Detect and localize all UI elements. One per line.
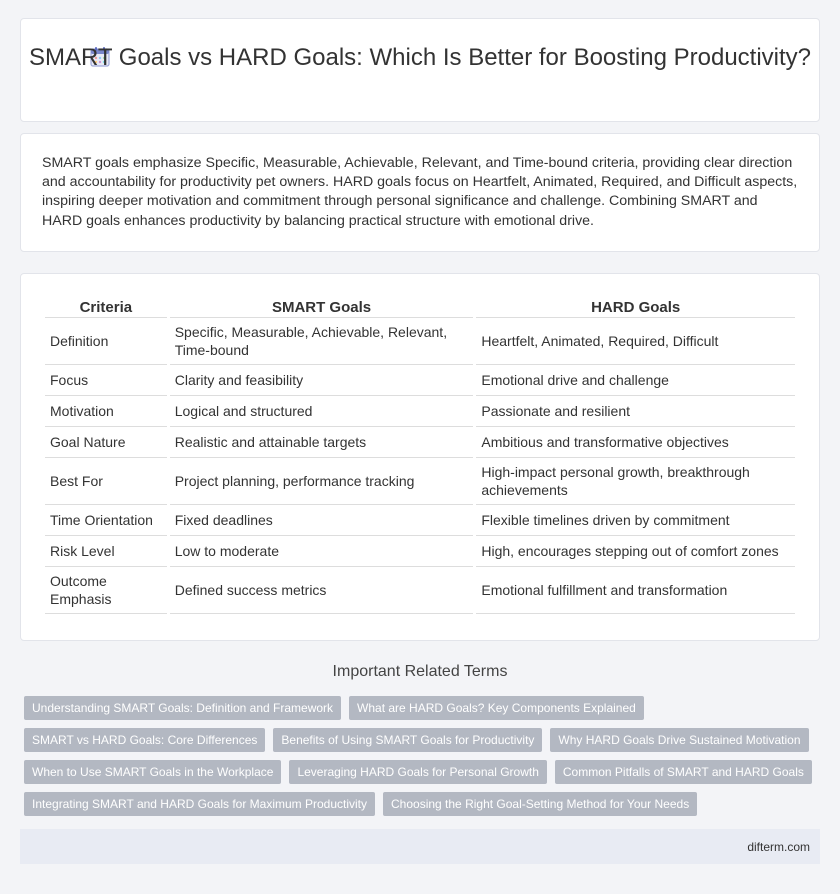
header-criteria: Criteria <box>45 296 167 318</box>
cell-hard: Flexible timelines driven by commitment <box>476 505 795 536</box>
summary-text: SMART goals emphasize Specific, Measurable, Achievable, Relevant, and Time-bound criteria, providing clear direction and accountability for productivity pet owners. HARD goals focus on Heartfelt, Animated, Required, and Difficult aspects, inspiring deeper motivation and commitment through personal significance and challenge. Combining SMART and HARD goals enhances productivity by balancing practical structure with emotional drive. <box>42 155 798 229</box>
cell-hard: Heartfelt, Animated, Required, Difficult <box>476 318 795 365</box>
tag-row <box>24 728 804 752</box>
table-row <box>45 427 795 458</box>
cell-hard: High-impact personal growth, breakthrough achievements <box>476 458 795 505</box>
cell-smart: Logical and structured <box>170 396 474 427</box>
related-term-link[interactable]: SMART vs HARD Goals: Core Differences <box>24 728 265 752</box>
cell-hard: High, encourages stepping out of comfort zones <box>476 536 795 567</box>
cell-criteria: Best For <box>45 458 167 505</box>
table-row <box>45 318 795 365</box>
related-term-link[interactable]: Common Pitfalls of SMART and HARD Goals <box>555 760 812 784</box>
comparison-table <box>42 296 798 614</box>
related-term-link[interactable]: What are HARD Goals? Key Components Explained <box>349 696 644 720</box>
cell-hard: Emotional fulfillment and transformation <box>476 567 795 614</box>
related-term-link[interactable]: Integrating SMART and HARD Goals for Maximum Productivity <box>24 792 375 816</box>
cell-criteria: Risk Level <box>45 536 167 567</box>
footer <box>20 829 820 864</box>
tag-row <box>24 696 804 720</box>
related-terms-title: Important Related Terms <box>332 663 508 680</box>
comparison-table-card <box>20 273 820 641</box>
related-term-link[interactable]: When to Use SMART Goals in the Workplace <box>24 760 281 784</box>
related-terms-list <box>24 696 804 824</box>
related-term-link[interactable]: Why HARD Goals Drive Sustained Motivation <box>550 728 808 752</box>
cell-hard: Ambitious and transformative objectives <box>476 427 795 458</box>
related-term-link[interactable]: Leveraging HARD Goals for Personal Growth <box>289 760 546 784</box>
cell-criteria: Motivation <box>45 396 167 427</box>
cell-criteria: Focus <box>45 365 167 396</box>
title-card <box>20 18 820 122</box>
cell-criteria: Time Orientation <box>45 505 167 536</box>
cell-hard: Passionate and resilient <box>476 396 795 427</box>
cell-smart: Defined success metrics <box>170 567 474 614</box>
header-smart: SMART Goals <box>170 296 474 318</box>
cell-smart: Realistic and attainable targets <box>170 427 474 458</box>
tag-row <box>24 792 804 816</box>
header-hard: HARD Goals <box>476 296 795 318</box>
cell-hard: Emotional drive and challenge <box>476 365 795 396</box>
cell-smart: Clarity and feasibility <box>170 365 474 396</box>
cell-smart: Specific, Measurable, Achievable, Relevant, Time-bound <box>170 318 474 365</box>
table-row <box>45 505 795 536</box>
cell-criteria: Goal Nature <box>45 427 167 458</box>
cell-smart: Project planning, performance tracking <box>170 458 474 505</box>
tag-row <box>24 760 804 784</box>
table-row <box>45 536 795 567</box>
related-term-link[interactable]: Understanding SMART Goals: Definition and Framework <box>24 696 341 720</box>
cell-smart: Low to moderate <box>170 536 474 567</box>
related-term-link[interactable]: Choosing the Right Goal-Setting Method for Your Needs <box>383 792 697 816</box>
footer-site: difterm.com <box>747 840 810 854</box>
cell-criteria: Definition <box>45 318 167 365</box>
table-row <box>45 458 795 505</box>
table-row <box>45 396 795 427</box>
page-title: SMART Goals vs HARD Goals: Which Is Better for Boosting Productivity? <box>28 44 812 71</box>
cell-smart: Fixed deadlines <box>170 505 474 536</box>
table-header-row <box>45 296 795 318</box>
table-row <box>45 365 795 396</box>
related-term-link[interactable]: Benefits of Using SMART Goals for Productivity <box>273 728 542 752</box>
summary-card <box>20 133 820 252</box>
cell-criteria: Outcome Emphasis <box>45 567 167 614</box>
table-row <box>45 567 795 614</box>
